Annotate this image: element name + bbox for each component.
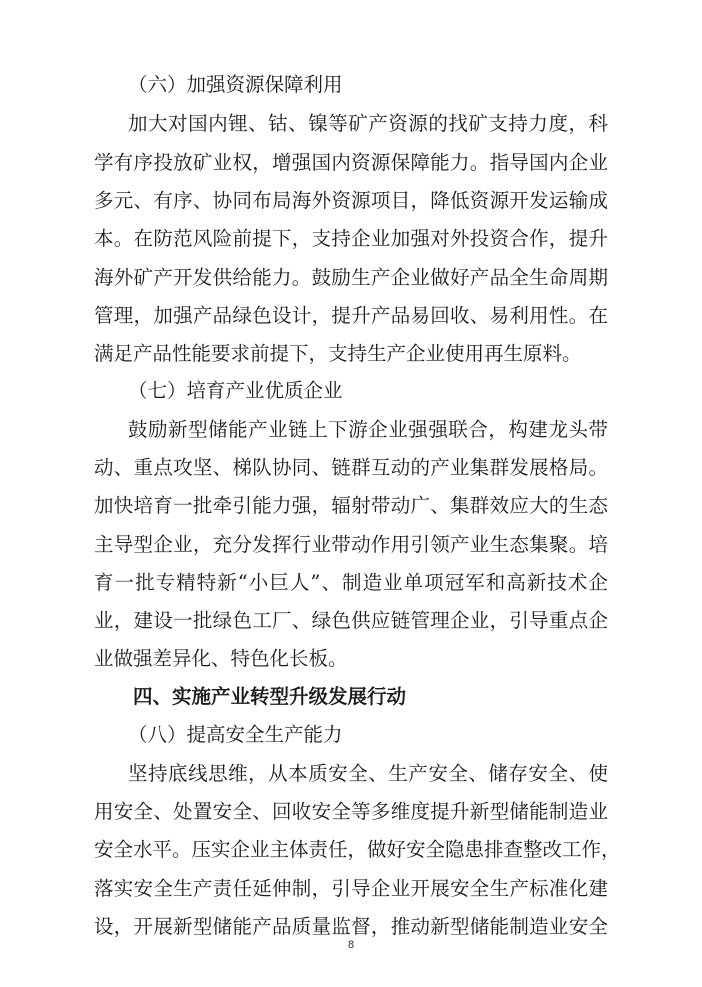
paragraph-line: 主导型企业，充分发挥行业带动作用引领产业生态集聚。培 bbox=[94, 533, 608, 556]
paragraph-line: 业，建设一批绿色工厂、绿色供应链管理企业，引导重点企 bbox=[94, 609, 608, 632]
paragraph-line: 满足产品性能要求前提下，支持生产企业使用再生原料。 bbox=[94, 342, 582, 365]
paragraph-line: 设，开展新型储能产品质量监督，推动新型储能制造业安全 bbox=[94, 915, 608, 938]
paragraph-line: 学有序投放矿业权，增强国内资源保障能力。指导国内企业 bbox=[94, 151, 608, 174]
section-heading-6: （六）加强资源保障利用 bbox=[128, 73, 343, 96]
paragraph-line: 安全水平。压实企业主体责任，做好安全隐患排查整改工作， bbox=[94, 838, 621, 861]
part-heading-4: 四、实施产业转型升级发展行动 bbox=[133, 685, 407, 708]
page-number: 8 bbox=[347, 939, 355, 951]
paragraph-line: 用安全、处置安全、回收安全等多维度提升新型储能制造业 bbox=[94, 800, 608, 823]
paragraph-line: 本。在防范风险前提下，支持企业加强对外投资合作，提升 bbox=[94, 227, 608, 250]
paragraph-line: 坚持底线思维，从本质安全、生产安全、储存安全、使 bbox=[128, 762, 608, 785]
paragraph-line: 落实安全生产责任延伸制，引导企业开展安全生产标准化建 bbox=[94, 877, 608, 900]
section-heading-7: （七）培育产业优质企业 bbox=[128, 379, 343, 402]
paragraph-line: 育一批专精特新“小巨人”、制造业单项冠军和高新技术企 bbox=[94, 571, 608, 594]
paragraph-line: 业做强差异化、特色化长板。 bbox=[94, 647, 348, 670]
section-heading-8: （八）提高安全生产能力 bbox=[128, 723, 343, 746]
paragraph-line: 动、重点攻坚、梯队协同、链群互动的产业集群发展格局。 bbox=[94, 456, 608, 479]
paragraph-line: 管理，加强产品绿色设计，提升产品易回收、易利用性。在 bbox=[94, 304, 608, 327]
paragraph-line: 加大对国内锂、钴、镍等矿产资源的找矿支持力度，科 bbox=[128, 112, 608, 135]
paragraph-line: 多元、有序、协同布局海外资源项目，降低资源开发运输成 bbox=[94, 189, 608, 212]
paragraph-line: 鼓励新型储能产业链上下游企业强强联合，构建龙头带 bbox=[128, 418, 608, 441]
paragraph-line: 海外矿产开发供给能力。鼓励生产企业做好产品全生命周期 bbox=[94, 266, 608, 289]
paragraph-line: 加快培育一批牵引能力强，辐射带动广、集群效应大的生态 bbox=[94, 494, 608, 517]
